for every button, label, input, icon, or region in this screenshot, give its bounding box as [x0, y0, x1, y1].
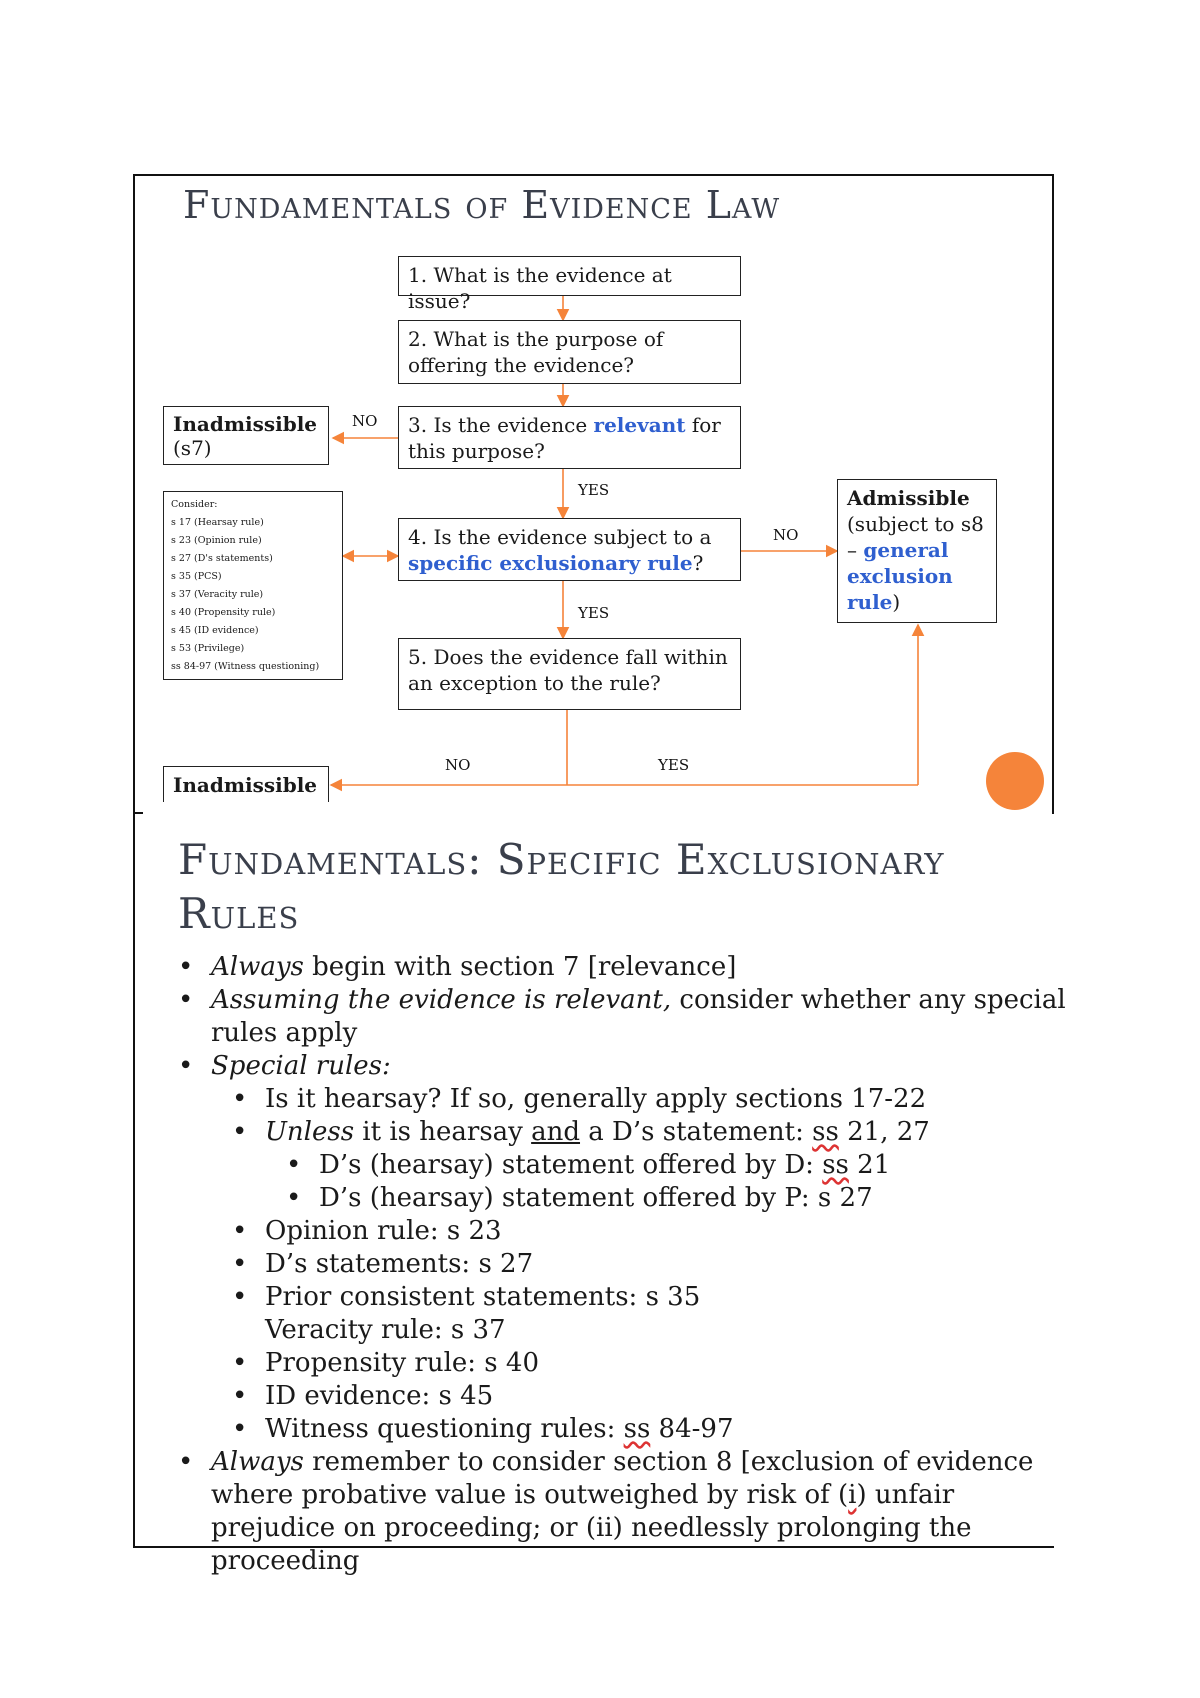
label-no-left: NO	[352, 412, 378, 430]
label-no-right: NO	[773, 526, 799, 544]
consider-item: s 27 (D's statements)	[171, 553, 273, 564]
step4-box	[398, 518, 741, 581]
sub-bullet-hearsay: • Is it hearsay? If so, generally apply sections 17-22	[232, 1083, 1078, 1116]
bullet-text: consider whether any special rules apply	[211, 985, 1066, 1048]
bullet-text: 84-97	[650, 1414, 734, 1444]
label-yes-bottom: YES	[658, 756, 690, 774]
consider-item: ss 84-97 (Witness questioning)	[171, 661, 320, 672]
sub-sub-bullet-offered-by-p: • D’s (hearsay) statement offered by P: s 27	[286, 1182, 1078, 1215]
bullet-relevance	[178, 951, 1078, 984]
sub-bullet-unless	[232, 1116, 1078, 1149]
spellcheck-word: ss	[822, 1150, 849, 1180]
sub-bullet-propensity: • Propensity rule: s 40	[232, 1347, 1078, 1380]
step2-box	[398, 320, 741, 384]
step3-text-end: for this purpose?	[408, 413, 721, 463]
inadmissible-bottom-box	[163, 766, 329, 802]
bullet-text: a D’s statement:	[580, 1117, 813, 1147]
consider-box	[163, 491, 343, 680]
bullet-special-rules	[178, 1050, 1078, 1083]
spellcheck-word: ss	[812, 1117, 839, 1147]
bullet-text: begin with section 7 [relevance]	[303, 952, 737, 982]
specific-rule-keyword: specific exclusionary rule	[408, 551, 693, 575]
consider-item: s 40 (Propensity rule)	[171, 607, 276, 618]
bullet-text: 21, 27	[838, 1117, 930, 1147]
bullet-emphasis: Always	[211, 1447, 304, 1477]
slide2-title	[178, 833, 1078, 941]
admissible-text-end: )	[892, 590, 901, 614]
inadmissible-top-sub: (s7)	[173, 436, 212, 460]
bullet-assuming	[178, 984, 1078, 1050]
bullet-text: Witness questioning rules:	[265, 1414, 624, 1444]
bullet-text: D’s (hearsay) statement offered by D:	[319, 1150, 823, 1180]
underlined-and: and	[531, 1117, 581, 1147]
step1-box	[398, 256, 741, 313]
inadmissible-s7-box	[163, 406, 329, 465]
sub-bullet-opinion: • Opinion rule: s 23	[232, 1215, 1078, 1248]
consider-item: s 17 (Hearsay rule)	[171, 517, 264, 528]
inadmissible-top-title: Inadmissible	[173, 412, 318, 436]
consider-item: s 45 (ID evidence)	[171, 625, 259, 636]
step3-box	[398, 406, 741, 469]
consider-item: s 37 (Veracity rule)	[171, 589, 264, 600]
bullet-emphasis: Always	[211, 952, 304, 982]
consider-item: s 35 (PCS)	[171, 571, 222, 582]
step1-text: 1. What is the evidence at issue?	[408, 263, 672, 313]
sub-bullet-veracity: Veracity rule: s 37	[265, 1315, 506, 1345]
step5-box	[398, 638, 741, 710]
orange-circle-decoration	[986, 752, 1044, 810]
spellcheck-word: ss	[623, 1414, 651, 1444]
bullet-emphasis: Unless	[265, 1117, 355, 1147]
bullet-text: ) unfair prejudice on proceeding; or (ii) needlessly prolonging the proceeding	[211, 1480, 972, 1576]
consider-heading: Consider:	[171, 499, 218, 510]
step2-text: 2. What is the purpose of offering the evidence?	[408, 327, 664, 377]
spellcheck-word: i	[848, 1480, 857, 1510]
step4-text-end: ?	[692, 551, 704, 575]
bullet-emphasis: Special rules:	[211, 1051, 391, 1081]
consider-item: s 53 (Privilege)	[171, 643, 245, 654]
admissible-text: (subject to s8 –	[847, 512, 984, 562]
general-exclusion-keyword: general exclusion rule	[847, 538, 953, 614]
consider-item: s 23 (Opinion rule)	[171, 535, 262, 546]
sub-sub-bullet-offered-by-d	[286, 1149, 1078, 1182]
admissible-title: Admissible	[847, 486, 970, 510]
sub-bullet-id-evidence: • ID evidence: s 45	[232, 1380, 1078, 1413]
bullet-emphasis: Assuming the evidence is relevant,	[211, 985, 672, 1015]
step5-text: 5. Does the evidence fall within an exception to the rule?	[408, 645, 728, 695]
label-yes-3-4: YES	[578, 481, 610, 499]
sub-bullet-d-statements: • D’s statements: s 27	[232, 1248, 1078, 1281]
relevant-keyword: relevant	[593, 413, 686, 437]
slide2-title-line1: Fundamentals: Specific Exclusionary	[178, 835, 945, 884]
bullet-section-8	[178, 1446, 1078, 1578]
step4-text: 4. Is the evidence subject to a	[408, 525, 712, 549]
bullet-text: 21	[848, 1150, 891, 1180]
bullet-text: remember to consider section 8 [exclusion of evidence where probative value is outweighed by risk of (	[211, 1447, 1034, 1510]
inadmissible-bottom-title: Inadmissible	[173, 773, 318, 797]
step3-text: 3. Is the evidence	[408, 413, 594, 437]
bullet-text: it is hearsay	[354, 1117, 532, 1147]
sub-bullet-witness-questioning	[232, 1413, 1078, 1446]
admissible-box	[837, 479, 997, 623]
label-yes-4-5: YES	[578, 604, 610, 622]
slide2-title-line2: Rules	[178, 889, 300, 938]
slide2-bullet-list	[178, 951, 1078, 1578]
sub-bullet-prior-consistent: • Prior consistent statements: s 35	[232, 1281, 1078, 1314]
slide1-title: Fundamentals of Evidence Law	[183, 183, 781, 227]
label-no-bottom: NO	[445, 756, 471, 774]
